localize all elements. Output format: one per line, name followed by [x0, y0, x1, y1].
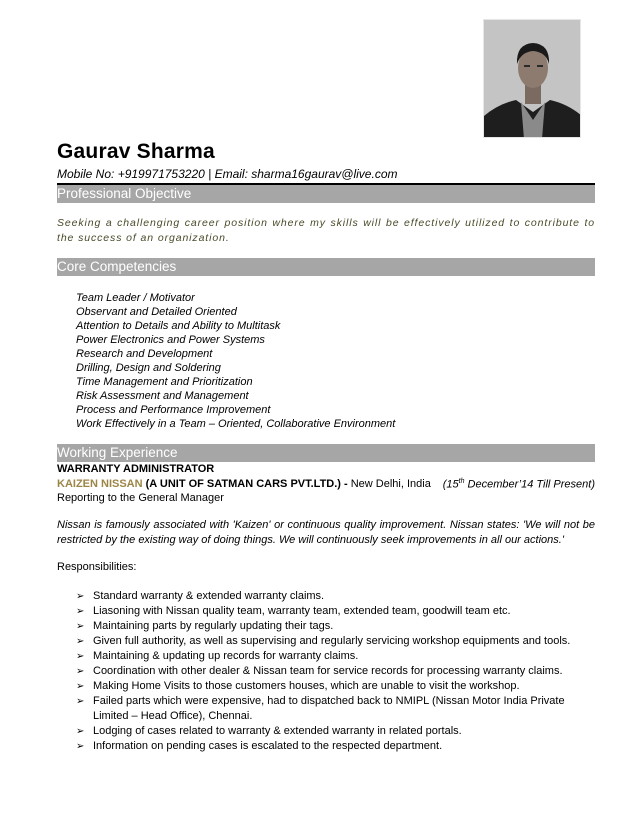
arrow-bullet-icon: ➢	[76, 741, 85, 752]
list-item: Observant and Detailed Oriented	[76, 306, 237, 318]
company-description: Nissan is famously associated with 'Kaizen' or continuous quality improvement. Nissan states: 'We will not be restricted by the existing way of doing things. We will continuously seek improvements in all our actions.'	[57, 519, 595, 546]
reporting-line: Reporting to the General Manager	[57, 492, 224, 504]
objective-text: Seeking a challenging career position where my skills will be effectively utilized to contribute to the success of an organization.	[57, 217, 595, 244]
list-item: ➢ Given full authority, as well as supervising and regularly servicing workshop equipments and tools.	[76, 635, 571, 647]
list-item: ➢ Standard warranty & extended warranty claims.	[76, 590, 325, 602]
list-item: ➢ Coordination with other dealer & Nissan team for service records for processing warranty claims.	[76, 665, 563, 677]
arrow-bullet-icon: ➢	[76, 726, 85, 737]
list-item: Power Electronics and Power Systems	[76, 334, 265, 346]
candidate-name: Gaurav Sharma	[57, 140, 215, 163]
list-item: Process and Performance Improvement	[76, 404, 271, 416]
list-item: Attention to Details and Ability to Multitask	[76, 320, 281, 332]
list-item: Work Effectively in a Team – Oriented, Collaborative Environment	[76, 418, 396, 430]
responsibilities-list	[76, 589, 576, 754]
arrow-bullet-icon: ➢	[76, 681, 85, 692]
list-item: Drilling, Design and Soldering	[76, 362, 221, 374]
profile-photo	[483, 19, 581, 138]
section-heading-experience: Working Experience	[57, 444, 595, 462]
arrow-bullet-icon: ➢	[76, 636, 85, 647]
list-item: ➢ Maintaining parts by regularly updating their tags.	[76, 620, 334, 632]
list-item: ➢ Information on pending cases is escalated to the respected department.	[76, 740, 443, 752]
responsibilities-heading: Responsibilities:	[57, 561, 137, 573]
list-item: Time Management and Prioritization	[76, 376, 253, 388]
list-item: ➢ Maintaining & updating up records for warranty claims.	[76, 650, 359, 662]
company-location: New Delhi, India	[350, 478, 431, 490]
list-item: Risk Assessment and Management	[76, 390, 249, 402]
arrow-bullet-icon: ➢	[76, 621, 85, 632]
employment-dates: (15th December’14 Till Present)	[442, 478, 595, 491]
list-item: ➢ Failed parts which were expensive, had to dispatched back to NMIPL (Nissan Motor India Private Limited – Head Office), Chennai.	[76, 695, 565, 722]
arrow-bullet-icon: ➢	[76, 696, 85, 707]
arrow-bullet-icon: ➢	[76, 651, 85, 662]
arrow-bullet-icon: ➢	[76, 666, 85, 677]
section-heading-competencies: Core Competencies	[57, 258, 595, 276]
list-item: Research and Development	[76, 348, 213, 360]
list-item: ➢ Liasoning with Nissan quality team, warranty team, extended team, goodwill team etc.	[76, 605, 511, 617]
section-heading-objective: Professional Objective	[57, 185, 595, 203]
arrow-bullet-icon: ➢	[76, 591, 85, 602]
company-name: KAIZEN NISSAN	[57, 478, 143, 490]
company-parent: (A UNIT OF SATMAN CARS PVT.LTD.) -	[142, 478, 351, 490]
list-item: ➢ Making Home Visits to those customers houses, which are unable to visit the workshop.	[76, 680, 520, 692]
company-line	[57, 478, 431, 490]
list-item: ➢ Lodging of cases related to warranty & extended warranty in related portals.	[76, 725, 462, 737]
contact-line: Mobile No: +919971753220 | Email: sharma16gaurav@live.com	[57, 167, 398, 181]
competencies-list	[76, 291, 395, 431]
arrow-bullet-icon: ➢	[76, 606, 85, 617]
list-item: Team Leader / Motivator	[76, 292, 195, 304]
job-title: WARRANTY ADMINISTRATOR	[57, 463, 215, 475]
